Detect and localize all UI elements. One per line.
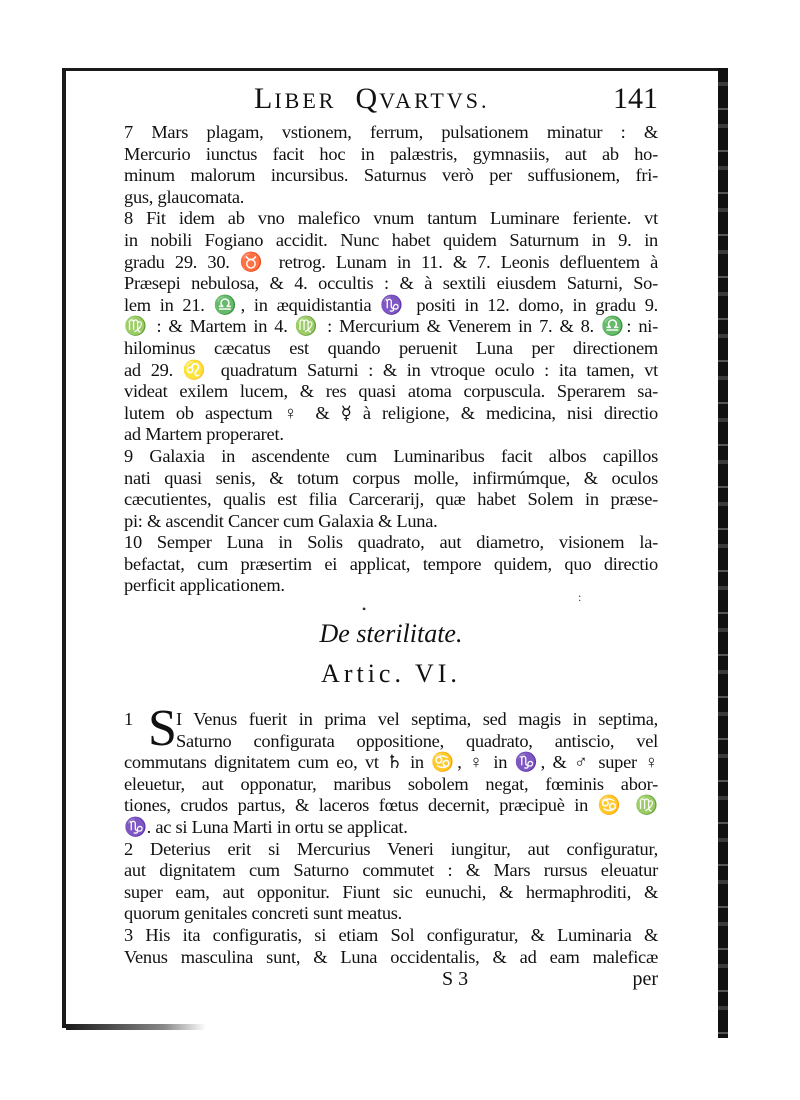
text-line: minum malorum incursibus. Saturnus verò per suffusionem, fri- [124,165,658,186]
signature-mark: S 3 [442,968,469,991]
text-line: hilominus cæcatus est quando peruenit Luna per directionem [124,337,658,358]
text-line: befactat, cum præsertim ei applicat, tempore quidem, quo directio [124,553,658,574]
text-line: ♍ : & Martem in 4. ♍ : Mercurium & Venerem in 7. & 8. ♎: ni- [124,316,658,337]
running-title-rest: IBER [274,88,337,113]
scan-border-top [64,68,724,71]
text-line: videat exilem lucem, & res quasi atoma corpuscula. Sperarem sa- [124,381,658,402]
text-line: commutans dignitatem cum eo, vt ♄ in ♋, ♀ in ♑, & ♂ super ♀ [124,752,658,773]
ink-speck: : [578,590,582,604]
running-title-rest: VARTVS. [379,88,490,113]
text-line: 8 Fit idem ab vno malefico vnum tantum Luminare feriente. vt [124,208,658,229]
text-line: 3 His ita configuratis, si etiam Sol configuratur, & Luminaria & [124,925,658,945]
text-line: tiones, crudos partus, & laceros fœtus decernit, præcipuè in ♋ ♍ [124,795,658,816]
text-line: super eam, aut opponitur. Fiunt sic eunuchi, & hermaphroditi, & [124,881,658,902]
text-line: gradu 29. 30. ♉ retrog. Lunam in 11. & 7. Leonis defluentem à [124,251,658,272]
text-line: ♑. ac si Luna Marti in ortu se applicat. [124,817,408,838]
article-first-paragraph [124,700,658,758]
text-block-bottom [124,752,658,968]
running-title [254,82,489,116]
page-footer [124,968,658,992]
text-line: I Venus fuerit in prima vel septima, sed magis in septima, [176,709,658,730]
page-number: 141 [613,82,658,115]
paragraph-number: 1 [124,709,133,730]
text-block-top [124,122,658,597]
text-line: aut dignitatem cum Saturno commutet : & Mars rursus eleuatur [124,860,658,881]
text-line: Saturno configurata oppositione, quadrato, antiscio, vel [176,730,658,751]
text-line: lutem ob aspectum ♀ & ☿ à religione, & medicina, nisi directio [124,402,658,423]
running-head [124,82,658,122]
scan-border-left [62,68,66,1028]
text-line: gus, glaucomata. [124,186,245,207]
text-line: 10 Semper Luna in Solis quadrato, aut diametro, visionem la- [124,532,658,553]
page [124,82,658,992]
text-line: lem in 21. ♎, in æquidistantia ♑ positi in 12. domo, in gradu 9. [124,294,658,315]
text-line: eleuetur, aut opponatur, maribus sobolem negat, fœminis abor- [124,773,658,794]
text-line: perficit applicationem. [124,575,285,596]
text-line: 9 Galaxia in ascendente cum Luminaribus facit albos capillos [124,445,658,466]
text-line: pi: & ascendit Cancer cum Galaxia & Luna. [124,510,438,531]
drop-cap: S [148,700,177,758]
text-line: cæcutientes, qualis est filia Carcerarij, quæ habet Solem in præse- [124,489,658,510]
text-line: ad Martem properaret. [124,424,284,445]
running-title-initial: Q [355,82,380,115]
section-title: De sterilitate. [319,619,463,649]
text-line: ad 29. ♌ quadratum Saturni : & in vtroque oculo : ita tamen, vt [124,359,658,380]
catchword: per [632,968,658,991]
text-line: Mercurio iunctus facit hoc in palæstris, gymnasiis, aut ab ho- [124,143,658,164]
text-line: Venus masculina sunt, & Luna occidentalis, & ad eam maleficæ [124,946,658,967]
text-line: Præsepi nebulosa, & 4. occultis : & à sextili eiusdem Saturni, So- [124,273,658,294]
text-line: in nobili Fogiano accidit. Nunc habet quidem Saturnum in 9. in [124,229,658,250]
scan-border-right [718,68,728,1038]
article-title: Artic. VI. [321,659,461,689]
text-line: 2 Deterius erit si Mercurius Veneri iungitur, aut configuratur, [124,838,658,859]
text-line: quorum genitales concreti sunt meatus. [124,903,403,924]
scan-border-bottom [66,1024,206,1030]
ink-speck: • [362,602,367,616]
text-line: 7 Mars plagam, vstionem, ferrum, pulsationem minatur : & [124,122,658,142]
text-line: nati quasi senis, & totum corpus molle, infirmúmque, & oculos [124,467,658,488]
running-title-initial: L [254,82,275,115]
